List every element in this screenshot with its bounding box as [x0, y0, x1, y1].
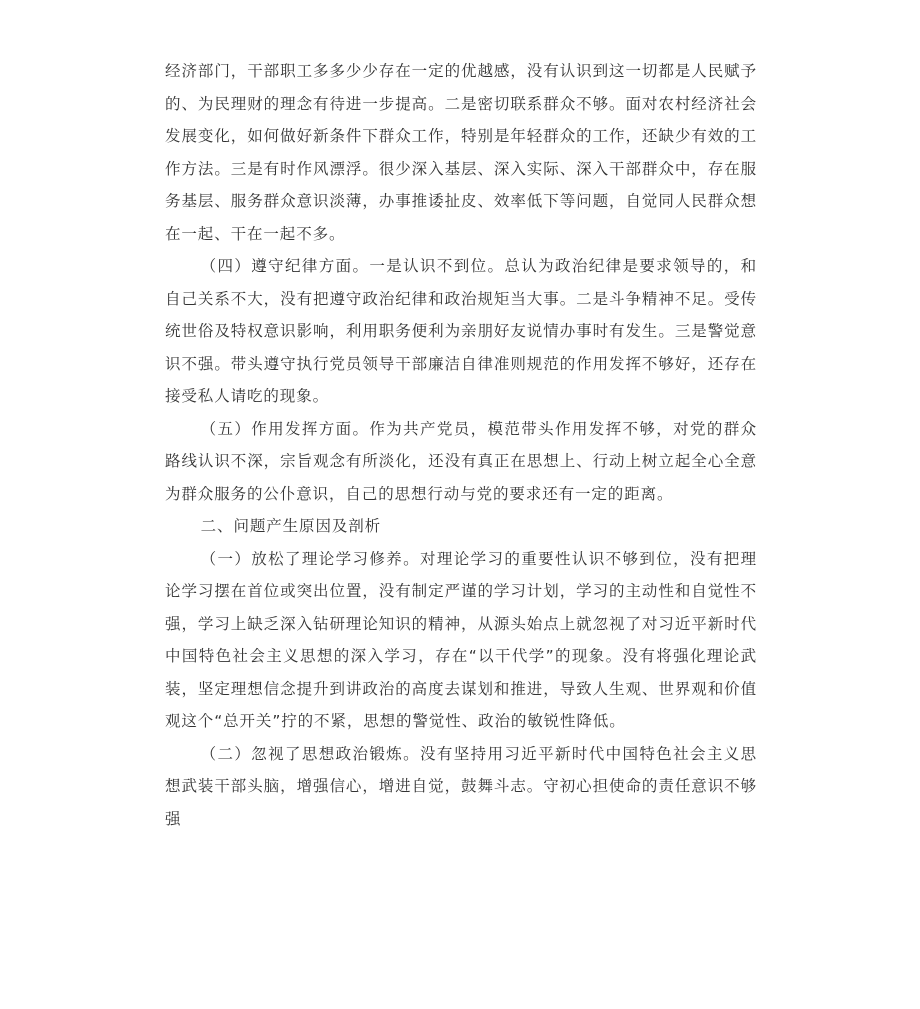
paragraph-discipline: （四）遵守纪律方面。一是认识不到位。总认为政治纪律是要求领导的，和自己关系不大，没有把遵守政治纪律和政治规矩当大事。二是斗争精神不足。受传统世俗及特权意识影响，利用职务便利为亲朋好友说情办事时有发生。三是警觉意识不强。带头遵守执行党员领导干部廉洁自律准则规范的作用发挥不够好，还存在接受私人请吃的现象。	[165, 257, 757, 405]
paragraph-continuation: 经济部门，干部职工多多少少存在一定的优越感，没有认识到这一切都是人民赋予的、为民理财的理念有待进一步提高。二是密切联系群众不够。面对农村经济社会发展变化，如何做好新条件下群众工作，特别是年轻群众的工作，还缺少有效的工作方法。三是有时作风漂浮。很少深入基层、深入实际、深入干部群众中，存在服务基层、服务群众意识淡薄，办事推诿扯皮、效率低下等问题，自觉同人民群众想在一起、干在一起不多。	[165, 62, 757, 243]
section-heading-causes: 二、问题产生原因及剖析	[200, 517, 382, 535]
paragraph-role: （五）作用发挥方面。作为共产党员，模范带头作用发挥不够，对党的群众路线认识不深，宗旨观念有所淡化，还没有真正在思想上、行动上树立起全心全意为群众服务的公仆意识，自己的思想行动与党的要求还有一定的距离。	[165, 419, 757, 503]
paragraph-theory-study: （一）放松了理论学习修养。对理论学习的重要性认识不够到位，没有把理论学习摆在首位或突出位置，没有制定严谨的学习计划，学习的主动性和自觉性不强，学习上缺乏深入钻研理论知识的精神，从源头始点上就忽视了对习近平新时代中国特色社会主义思想的深入学习，存在“以干代学”的现象。没有将强化理论武装，坚定理想信念提升到讲政治的高度去谋划和推进，导致人生观、世界观和价值观这个“总开关”拧的不紧，思想的警觉性、政治的敏锐性降低。	[165, 549, 757, 730]
paragraph-political-training: （二）忽视了思想政治锻炼。没有坚持用习近平新时代中国特色社会主义思想武装干部头脑，增强信心，增进自觉，鼓舞斗志。守初心担使命的责任意识不够强	[165, 744, 757, 828]
document-body	[165, 55, 757, 835]
